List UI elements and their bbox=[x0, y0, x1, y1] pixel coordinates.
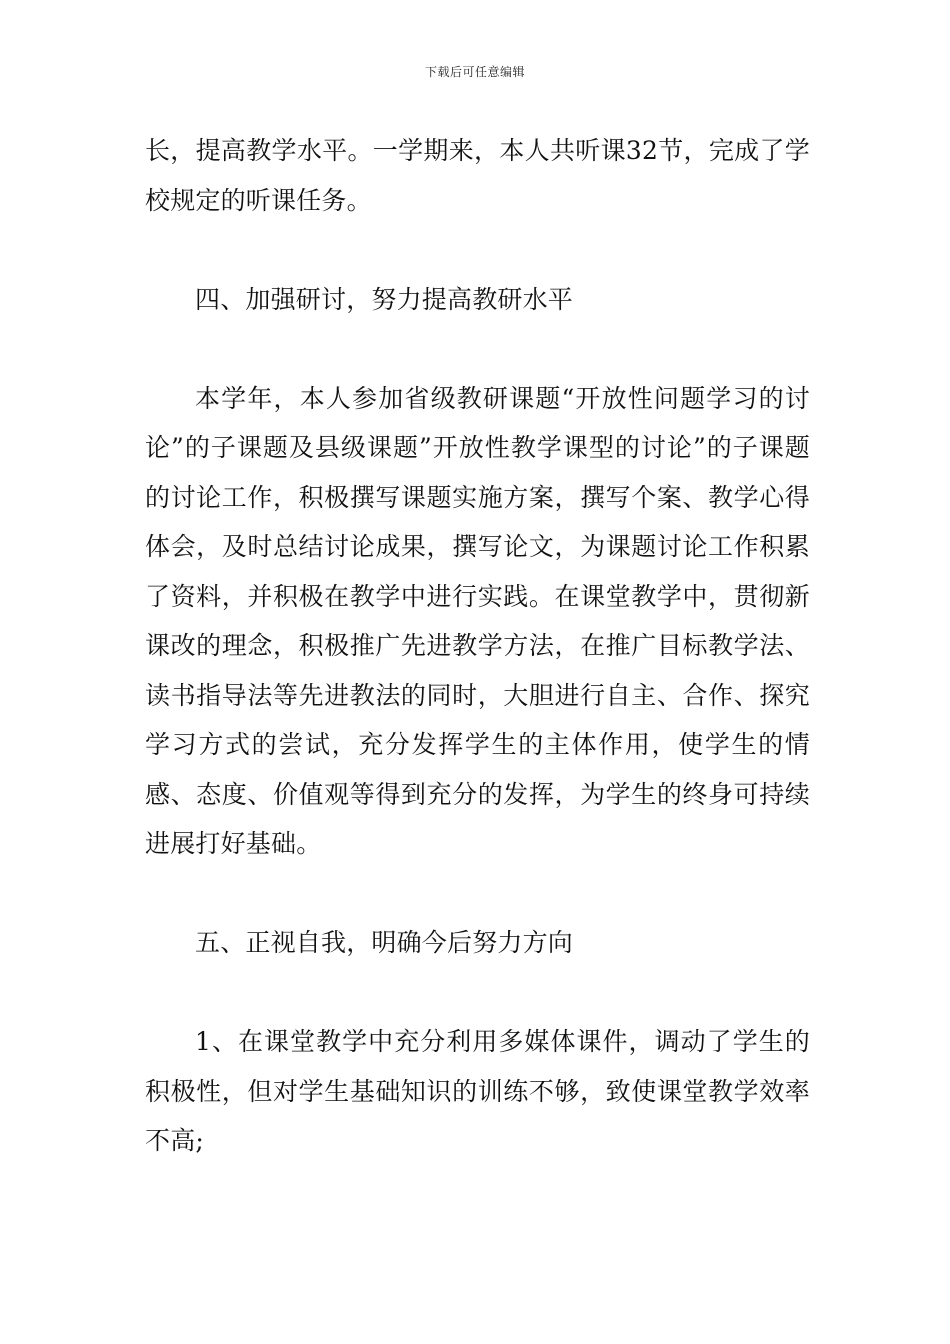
paragraph-listening-summary: 长，提高教学水平。一学期来，本人共听课32节，完成了学校规定的听课任务。 bbox=[145, 136, 810, 215]
section-heading-5: 五、正视自我，明确今后努力方向 bbox=[195, 928, 574, 957]
document-body bbox=[145, 126, 810, 1166]
page-header: 下载后可任意编辑 bbox=[424, 65, 525, 79]
paragraph-research: 本学年，本人参加省级教研课题“开放性问题学习的讨论”的子课题及县级课题”开放性教学课型的讨论”的子课题的讨论工作，积极撰写课题实施方案，撰写个案、教学心得体会，及时总结讨论成果，撰写论文，为课题讨论工作积累了资料，并积极在教学中进行实践。在课堂教学中，贯彻新课改的理念，积极推广先进教学方法，在推广目标教学法、读书指导法等先进教法的同时，大胆进行自主、合作、探究学习方式的尝试，充分发挥学生的主体作用，使学生的情感、态度、价值观等得到充分的发挥，为学生的终身可持续进展打好基础。 bbox=[145, 383, 810, 858]
section-heading-4: 四、加强研讨，努力提高教研水平 bbox=[195, 284, 574, 314]
paragraph-improvement-1: 1、在课堂教学中充分利用多媒体课件，调动了学生的积极性，但对学生基础知识的训练不够，致使课堂教学效率不高; bbox=[145, 1027, 810, 1155]
